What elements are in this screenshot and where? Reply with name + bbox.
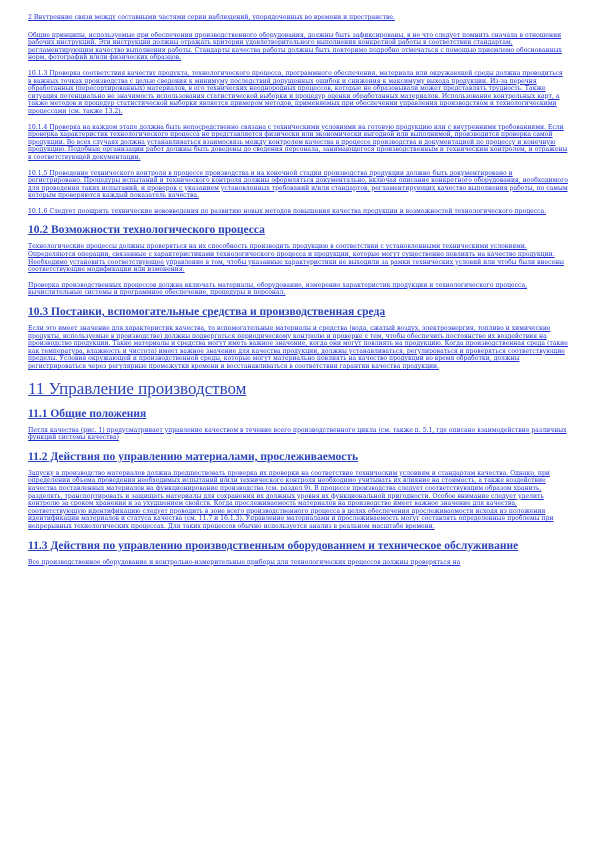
paragraph[interactable]: Технологические процессы должны проверяться на их способность производить продукцию в соответствии с установленными техническими условиями. Определяются операции, связанные с характеристиками технологического процесса и продукции, которые могут существенно повлиять на качество продукции. Необходимо установить соответствующее управление в том, чтобы указанные характеристики не выходили за рамки технических условий или чтобы были внесены соответствующие модификации или изменения. [28,243,565,274]
heading-11-2: 11.2 Действия по управлению материалами, прослеживаемость [28,450,359,463]
paragraph[interactable]: Проверка производственных процессов должна включать материалы, оборудование, измерение характеристик продукции и технологического процесса, вычислительные системы и программное обеспечение, процедуры и персонал. [28,281,528,297]
heading-11: 11 Управление производством [28,378,247,398]
heading-10-2: 10.2 Возможности технологического процесса [28,224,265,237]
paragraph-10-1-3[interactable]: 10.1.3 Проверка соответствия качеству продукта, технологического процесса, программного обеспечения, материала или окружающей среды должна проводиться в важных точках производства с целью сведения к минимуму последствий допущенных ошибок и снижения к максимуму выхода продукции. Из-за перечня обработанных (пересортированных) материалов, в его технических неоднородных процессов, которые не образовывали может представлять трудность. Также ситуация потенциально не значимость использования статистической выборки и процедур оценки обработанных материалов. Использование контрольных карт, а также методов и процедур статистической выборки является примером методов, применяемых при обеспечении управления производством и технологическими процессами (см. также 13.2). [28,69,563,115]
paragraph-10-1-6[interactable]: 10.1.6 Следует поощрять технические нововведения по развитию новых методов повышения качества продукции и возможностей технологического процесса. [28,207,547,215]
paragraph-10-1-4[interactable]: 10.1.4 Проверка на каждом этапе должна быть непосредственно связана с техническими условиями на готовую продукцию или с внутренними требованиями. Если проверка характеристик технологического процесса не представляется физически или экономически выгодной или выполнимой, производится проверка самой продукции. Во всех случаях должна устанавливаться взаимосвязь между контролем качества в процессе производства и документацией по процессу и конечную продукцию. Подобные организации работ должны быть доведены до сведения персонала, занимающегося производственным и техническим контролем, и отражены в соответствующей документации. [28,123,568,161]
paragraph[interactable]: 2 Внутренние связи между составными частями серии наблюдений, упорядоченных во времени и пространстве. [28,14,395,21]
document-page [28,14,568,574]
paragraph[interactable]: Общие принципы, используемые при обеспечении производственного оборудования, должны быть зафиксированы, в не что следует помнить сначала в отношении рабочих инструкций. Эти инструкции должны отражать критерии удовлетворительного выполнения конкретной работы в соответствии стандартам, регламентирующим качество выполнения работы. Стандарты качества работы должны быть повторимо подробно отмечаться с помощью приемлемо обоснованных норм, фотографий и/или физических образцов. [28,31,562,62]
paragraph[interactable]: Запуску в производство материалов должна предшествовать проверка их проверки на соответствие техническим условиям и стандартам качества. Однако, при определении объема проведения необходимых испытаний и/или технического контроля необходимо учитывать их влияние на стоимость, а также воздействие качества поставленных материалов на функционирование производства (см. раздел 9). В процессе производства следует соответствующим образом хранить, разделять, транспортировать и защищать материалы для сохранения их должных уровня их функциональной пригодности. Особое внимание следует уделить контролю за сроком хранения и за ухудшением свойств. Когда прослеживаемость материалов на производстве имеет важное значение для качества, соответствующую идентификацию следует проводить в зоне всего производственного процесса в целях обеспечения прослеживаемости исходя из положения идентификации материалов и статуса качества (см. 11.7 и 16.1.3). Управление материалами и прослеживаемость могут составлять определенные проблемы при непрерывных технологических процессах. Для таких процессов обычно используется анализ в реальном масштабе времени. [28,469,554,530]
heading-11-1: 11.1 Общие положения [28,407,147,420]
paragraph-10-1-5[interactable]: 10.1.5 Проведение технического контроля в процессе производства и на конечной стадии производства продукции должно быть документировано и регистрировано. Процедуры испытаний и технического контроля должны оформляться документально, включая описание конкретного оборудования, необходимого для проведения таких испытаний, и проверок с указанием установленных требований и/или стандартов, регламентирующих качество выполнения работы, по самым которым проверяются каждый показатель качества. [28,169,568,200]
heading-11-3: 11.3 Действия по управлению производственным оборудованием и техническое обслуживание [28,539,519,552]
heading-10-3: 10.3 Поставки, вспомогательные средства и производственная среда [28,306,386,319]
paragraph[interactable]: Если это имеет значение для характеристик качества, то вспомогательные материалы и средства (вода, сжатый воздух, электроэнергия, топливо и химические продукты, используемые в производстве) должны подвергаться периодическому контролю и проверке с тем, чтобы обеспечить постоянство их воздействия на производство продукции. Такие материалы и средства могут иметь важное значение, когда они могут повлиять на продукцию. Когда производственная среда (такие как температура, влажность и чистота) имеет важное значение для качества продукции, должны устанавливаться, регулироваться и проверяться соответствующие пределы. Условия окружающей и производственной среды, которые могут материально повлиять на качество продукции во время обработки, должны регистрироваться через регулярные промежутки времени и восстанавливаться в соответствии гарантии качества продукции. [28,325,568,370]
paragraph[interactable]: Все производственное оборудование и контрольно-измерительные приборы для технологических процессов должны проверяться на [28,558,461,566]
paragraph[interactable]: Петля качества (рис. 1) предусматривает управление качеством в течение всего производственного цикла (см. также п. 5.1, где описано взаимодействие различных функций системы качества) [28,426,567,442]
